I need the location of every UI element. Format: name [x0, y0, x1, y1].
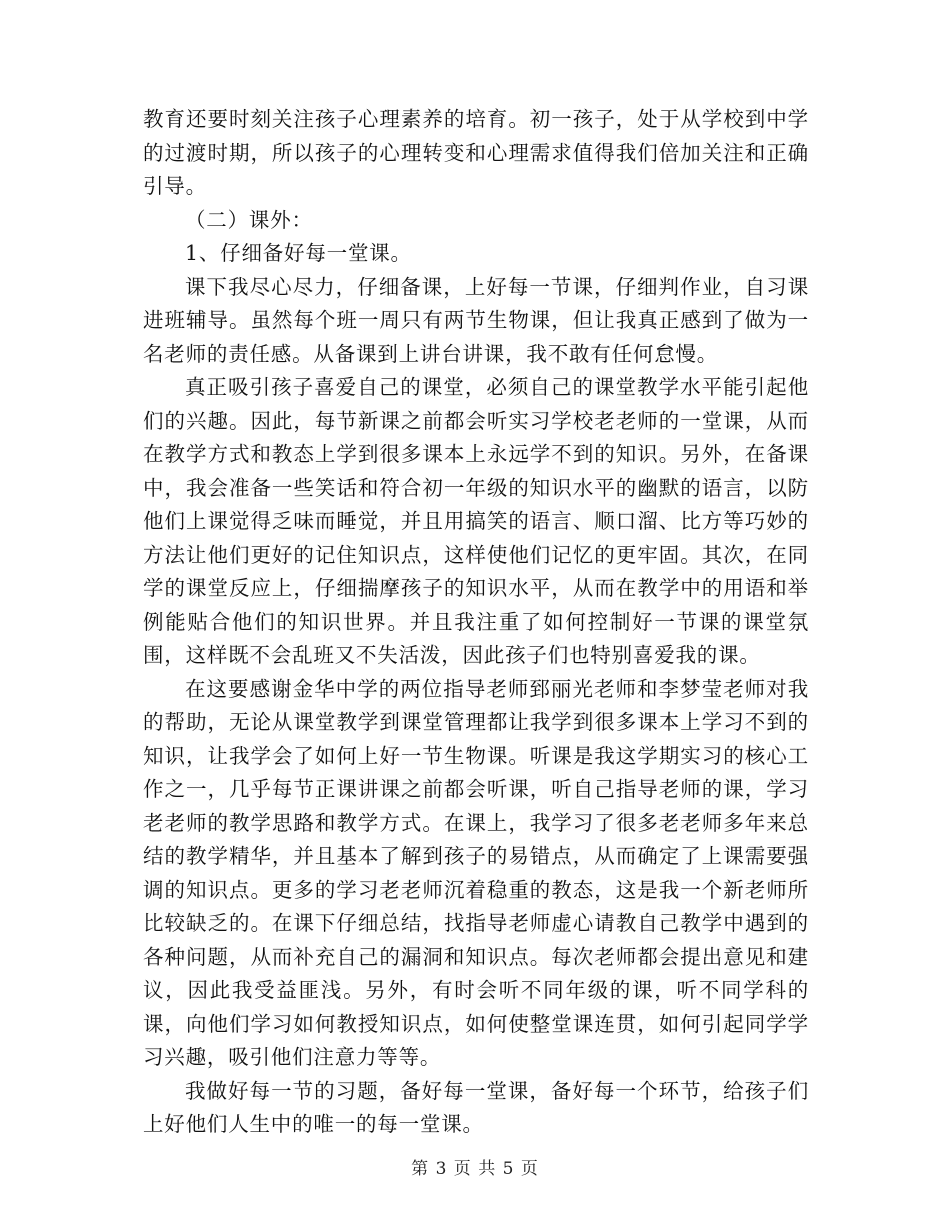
- paragraph-closing: 我做好每一节的习题，备好每一堂课，备好每一个环节，给孩子们上好他们人生中的唯一的每一堂课。: [143, 1078, 809, 1136]
- paragraph-engaging-class: 真正吸引孩子喜爱自己的课堂，必须自己的课堂教学水平能引起他们的兴趣。因此，每节新课之前都会听实习学校老老师的一堂课，从而在教学方式和教态上学到很多课本上永远学不到的知识。另外，在备课中，我会准备一些笑话和符合初一年级的知识水平的幽默的语言，以防他们上课觉得乏味而睡觉，并且用搞笑的语言、顺口溜、比方等巧妙的方法让他们更好的记住知识点，这样使他们记忆的更牢固。其次，在同学的课堂反应上，仔细揣摩孩子的知识水平，从而在教学中的用语和举例能贴合他们的知识世界。并且我注重了如何控制好一节课的课堂氛围，这样既不会乱班又不失活泼，因此孩子们也特别喜爱我的课。: [143, 375, 809, 667]
- paragraph-acknowledgement: 在这要感谢金华中学的两位指导老师郅丽光老师和李梦莹老师对我的帮助，无论从课堂教学到课堂管理都让我学到很多课本上学习不到的知识，让我学会了如何上好一节生物课。听课是我这学期实习的核心工作之一，几乎每节正课讲课之前都会听课，听自己指导老师的课，学习老老师的教学思路和教学方式。在课上，我学习了很多老老师多年来总结的教学精华，并且基本了解到孩子的易错点，从而确定了上课需要强调的知识点。更多的学习老老师沉着稳重的教态，这是我一个新老师所比较缺乏的。在课下仔细总结，找指导老师虚心请教自己教学中遇到的各种问题，从而补充自己的漏洞和知识点。每次老师都会提出意见和建议，因此我受益匪浅。另外，有时会听不同年级的课，听不同学科的课，向他们学习如何教授知识点，如何使整堂课连贯，如何引起同学学习兴趣，吸引他们注意力等等。: [143, 676, 809, 1069]
- subheading-prepare-lessons: 1、仔细备好每一堂课。: [185, 241, 412, 265]
- paragraph-lesson-prep: 课下我尽心尽力，仔细备课，上好每一节课，仔细判作业，自习课进班辅导。虽然每个班一周只有两节生物课，但让我真正感到了做为一名老师的责任感。从备课到上讲台讲课，我不敢有任何怠慢。: [143, 274, 809, 366]
- page-number-footer: 第 3 页 共 5 页: [411, 1159, 539, 1179]
- paragraph-intro-continued: 教育还要时刻关注孩子心理素养的培育。初一孩子，处于从学校到中学的过渡时期，所以孩子的心理转变和心理需求值得我们倍加关注和正确引导。: [143, 107, 809, 198]
- document-body: [143, 103, 809, 1142]
- section-heading-extracurricular: （二）课外：: [185, 207, 313, 232]
